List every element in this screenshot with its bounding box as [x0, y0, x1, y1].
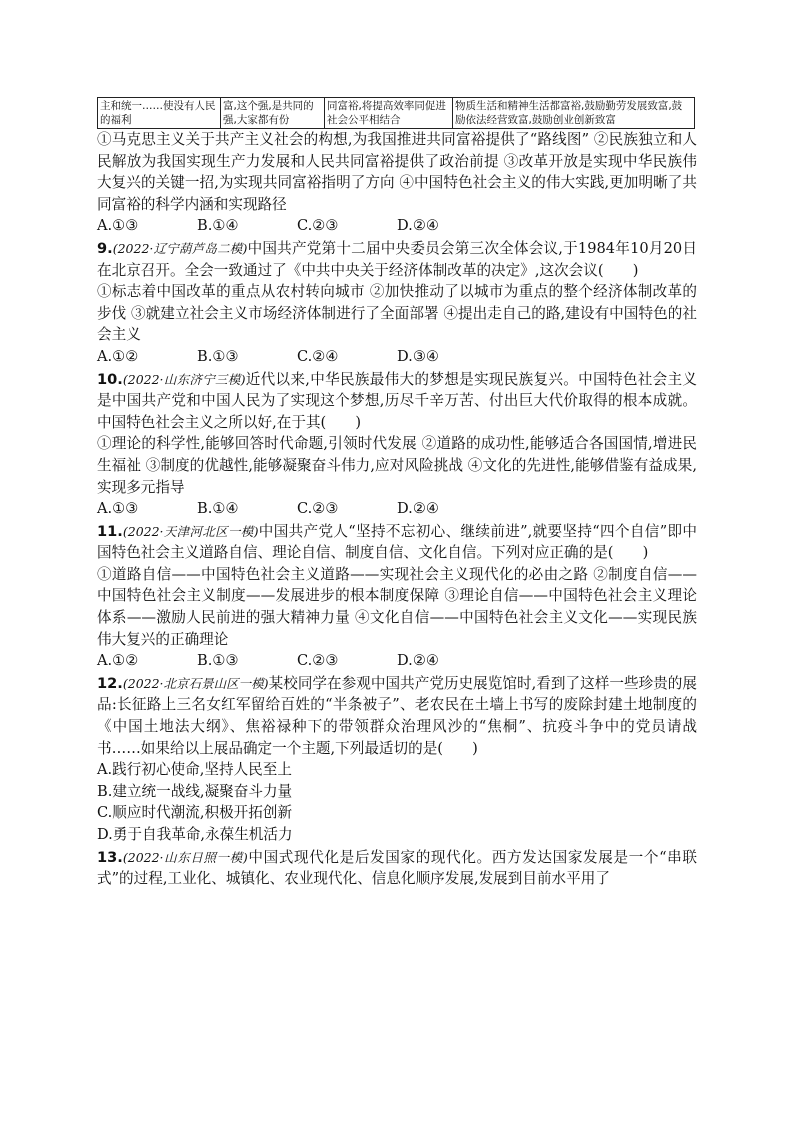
option-d[interactable]: D.③④ — [397, 347, 439, 365]
question-source: (2022·山东日照一模) — [122, 849, 248, 865]
option-d[interactable]: D.②④ — [397, 217, 439, 235]
question-number: 11. — [97, 522, 123, 540]
question-source: (2022·山东济宁三模) — [122, 371, 246, 387]
option-b[interactable]: B.①④ — [197, 217, 239, 235]
option-c[interactable]: C.②③ — [297, 217, 339, 235]
question-number: 9. — [97, 239, 113, 257]
question-10 — [97, 369, 697, 434]
question-source: (2022·天津河北区一模) — [122, 523, 259, 539]
option-c[interactable]: C.②④ — [297, 347, 339, 365]
choice-a[interactable]: A.践行初心使命,坚持人民至上 — [97, 761, 292, 779]
table-cell: 物质生活和精神生活都富裕,鼓励勤劳发展致富,鼓励依法经营致富,鼓励创业创新致富 — [453, 98, 695, 129]
q8-statements: ①马克思主义关于共产主义社会的构想,为我国推进共同富裕提供了“路线图” ②民族独立和人民解放为我国实现生产力发展和人民共同富裕提供了政治前提 ③改革开放是实现中华民族伟大复兴的关键一招,为实现共同富裕指明了方向 ④中国特色社会主义的伟大实践,更加明晰了共同富裕的科学内涵和实现路径 — [97, 131, 697, 213]
table-row — [98, 98, 695, 129]
q11-options — [97, 650, 697, 672]
q10-statements: ①理论的科学性,能够回答时代命题,引领时代发展 ②道路的成功性,能够适合各国国情,增进民生福祉 ③制度的优越性,能够凝聚奋斗伟力,应对风险挑战 ④文化的先进性,能够借鉴有益成果,实现多元指导 — [97, 435, 697, 496]
question-stem: 中国共产党第十二届中央委员会第三次全体会议,于1984年10月20日在北京召开。全会一致通过了《中共中央关于经济体制改革的决定》,这次会议( ) — [97, 239, 698, 279]
option-a[interactable]: A.①③ — [97, 500, 139, 518]
choice-c[interactable]: C.顺应时代潮流,积极开拓创新 — [97, 804, 293, 822]
answer-table — [97, 97, 695, 129]
choice-b[interactable]: B.建立统一战线,凝聚奋斗力量 — [97, 782, 293, 800]
question-stem: 某校同学在参观中国共产党历史展览馆时,看到了这样一些珍贵的展品:长征路上三名女红军留给百姓的“半条被子”、老农民在土墙上书写的废除封建土地制度的《中国土地法大纲》、焦裕禄种下的带领群众治理风沙的“焦桐”、抗疫斗争中的党员请战书……如果给以上展品确定一个主题,下列最适切的是( ) — [97, 674, 697, 757]
question-stem: 中国共产党人“坚持不忘初心、继续前进”,就要坚持“四个自信”即中国特色社会主义道路自信、理论自信、制度自信、文化自信。下列对应正确的是( ) — [97, 522, 697, 562]
option-a[interactable]: A.①② — [97, 347, 139, 365]
table-cell: 主和统一……使没有人民的福利 — [98, 98, 221, 129]
exam-page — [97, 97, 697, 890]
q8-options — [97, 215, 697, 237]
option-d[interactable]: D.②④ — [397, 652, 439, 670]
option-c[interactable]: C.②③ — [297, 652, 339, 670]
option-c[interactable]: C.②③ — [297, 500, 339, 518]
option-a[interactable]: A.①② — [97, 652, 139, 670]
question-13 — [97, 847, 697, 890]
option-a[interactable]: A.①③ — [97, 217, 139, 235]
q9-options — [97, 346, 697, 368]
q11-statements: ①道路自信——中国特色社会主义道路——实现社会主义现代化的必由之路 ②制度自信——中国特色社会主义制度——发展进步的根本制度保障 ③理论自信——中国特色社会主义理论体系——激励人民前进的强大精神力量 ④文化自信——中国特色社会主义文化——实现民族伟大复兴的正确理论 — [97, 565, 697, 648]
table-cell: 富,这个强,是共同的强,大家都有份 — [221, 98, 325, 129]
q10-options — [97, 498, 697, 520]
q9-statements: ①标志着中国改革的重点从农村转向城市 ②加快推动了以城市为重点的整个经济体制改革的步伐 ③就建立社会主义市场经济体制进行了全面部署 ④提出走自己的路,建设有中国特色的社会主义 — [97, 283, 697, 344]
question-11 — [97, 521, 697, 564]
option-d[interactable]: D.②④ — [397, 500, 439, 518]
option-b[interactable]: B.①④ — [197, 500, 239, 518]
question-9 — [97, 238, 697, 281]
question-source: (2022·辽宁葫芦岛二模) — [112, 240, 248, 256]
question-number: 12. — [97, 674, 123, 692]
choice-d[interactable]: D.勇于自我革命,永葆生机活力 — [97, 826, 293, 843]
option-b[interactable]: B.①③ — [197, 347, 239, 365]
question-source: (2022·北京石景山区一模) — [122, 675, 269, 691]
question-12 — [97, 673, 697, 759]
question-number: 13. — [97, 848, 123, 866]
question-number: 10. — [97, 370, 123, 388]
question-stem: 中国式现代化是后发国家的现代化。西方发达国家发展是一个“串联式”的过程,工业化、城镇化、农业现代化、信息化顺序发展,发展到目前水平用了 — [97, 848, 697, 888]
option-b[interactable]: B.①③ — [197, 652, 239, 670]
question-stem: 近代以来,中华民族最伟大的梦想是实现民族复兴。中国特色社会主义是中国共产党和中国人民为了实现这个梦想,历尽千辛万苦、付出巨大代价取得的根本成就。中国特色社会主义之所以好,在于其( ) — [97, 370, 697, 431]
table-cell: 同富裕,将提高效率同促进社会公平相结合 — [325, 98, 453, 129]
